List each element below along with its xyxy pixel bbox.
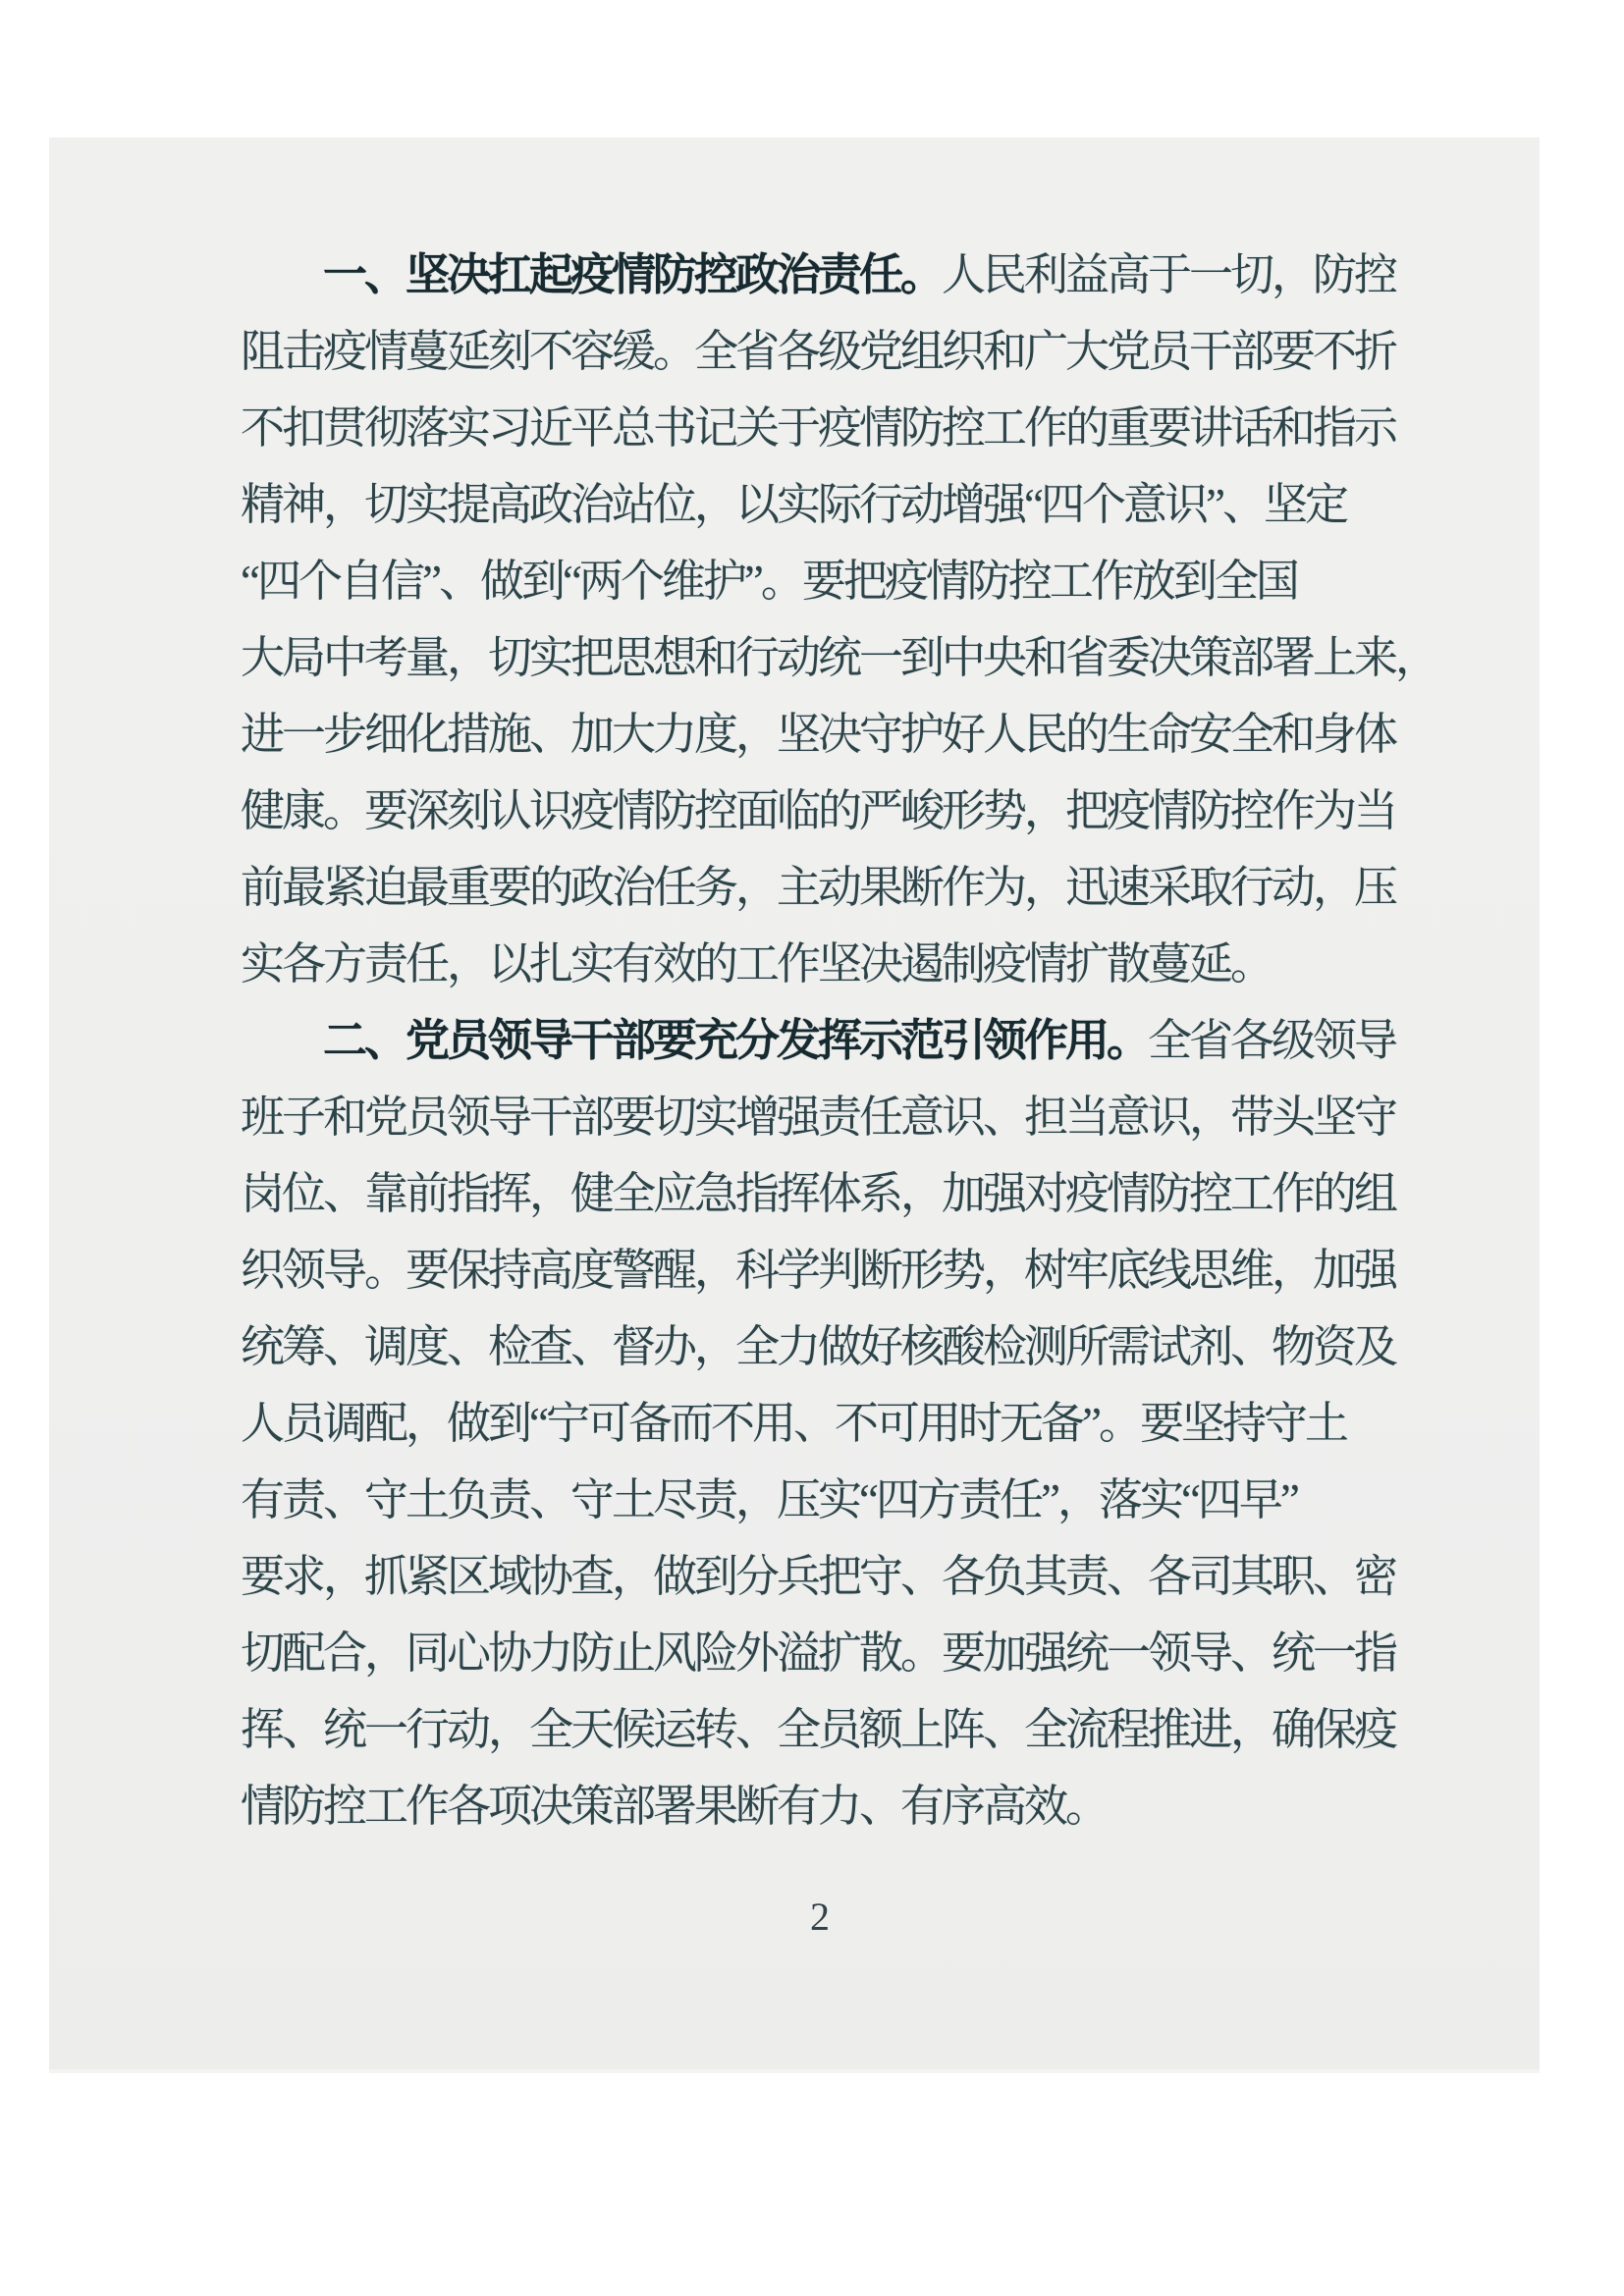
text-line — [241, 1155, 1399, 1232]
line-text: 有责、守土负责、守土尽责，压实“四方责任”，落实“四早” — [241, 1475, 1297, 1524]
text-line — [241, 1385, 1399, 1462]
line-text: 全省各级领导 — [1148, 1016, 1396, 1065]
line-text: 精神，切实提高政治站位，以实际行动增强“四个意识”、坚定 — [241, 480, 1346, 529]
text-line — [241, 390, 1399, 466]
page-number: 2 — [810, 1895, 830, 1939]
line-text: 挥、统一行动，全天候运转、全员额上阵、全流程推进，确保疫 — [241, 1705, 1396, 1754]
text-line — [241, 926, 1399, 1002]
document-body — [241, 237, 1437, 1844]
line-text: 人员调配，做到“宁可备而不用、不可用时无备”。要坚持守土 — [241, 1399, 1346, 1448]
text-line — [241, 1308, 1399, 1385]
text-line — [241, 1538, 1399, 1615]
text-line — [241, 1002, 1399, 1079]
text-line — [241, 237, 1399, 313]
text-line — [241, 1691, 1399, 1768]
line-text: 实各方责任，以扎实有效的工作坚决遏制疫情扩散蔓延。 — [241, 939, 1272, 988]
text-line — [241, 1079, 1399, 1155]
line-text: 大局中考量，切实把思想和行动统一到中央和省委决策部署上来， — [241, 633, 1437, 682]
line-text: 健康。要深刻认识疫情防控面临的严峻形势，把疫情防控作为当 — [241, 786, 1396, 835]
text-line — [241, 543, 1399, 619]
text-line — [241, 466, 1399, 543]
text-line — [241, 1615, 1399, 1691]
line-text: 统筹、调度、检查、督办，全力做好核酸检测所需试剂、物资及 — [241, 1322, 1396, 1371]
scanned-page — [49, 137, 1540, 2073]
line-text: 织领导。要保持高度警醒，科学判断形势，树牢底线思维，加强 — [241, 1246, 1396, 1295]
line-text: 不扣贯彻落实习近平总书记关于疫情防控工作的重要讲话和指示 — [241, 403, 1396, 453]
line-text: 前最紧迫最重要的政治任务，主动果断作为，迅速采取行动，压 — [241, 863, 1396, 912]
text-line — [241, 1768, 1399, 1844]
text-line — [241, 1462, 1399, 1538]
line-text: 岗位、靠前指挥，健全应急指挥体系，加强对疫情防控工作的组 — [241, 1169, 1396, 1218]
line-text: 进一步细化措施、加大力度，坚决守护好人民的生命安全和身体 — [241, 710, 1396, 759]
text-line — [241, 773, 1399, 849]
text-line — [241, 849, 1399, 926]
text-line — [241, 696, 1399, 773]
text-line — [241, 619, 1437, 696]
text-line — [241, 1232, 1399, 1308]
paragraph-heading: 二、党员领导干部要充分发挥示范引领作用。 — [323, 1016, 1149, 1065]
text-line — [241, 313, 1399, 390]
line-text: 情防控工作各项决策部署果断有力、有序高效。 — [241, 1782, 1108, 1831]
paragraph-heading: 一、坚决扛起疫情防控政治责任。 — [323, 250, 943, 299]
line-text: 人民利益高于一切，防控 — [942, 250, 1396, 299]
line-text: 要求，抓紧区域协查，做到分兵把守、各负其责、各司其职、密 — [241, 1552, 1396, 1601]
line-text: “四个自信”、做到“两个维护”。要把疫情防控工作放到全国 — [241, 557, 1297, 606]
line-text: 切配合，同心协力防止风险外溢扩散。要加强统一领导、统一指 — [241, 1629, 1396, 1678]
line-text: 班子和党员领导干部要切实增强责任意识、担当意识，带头坚守 — [241, 1093, 1396, 1142]
line-text: 阻击疫情蔓延刻不容缓。全省各级党组织和广大党员干部要不折 — [241, 327, 1396, 376]
